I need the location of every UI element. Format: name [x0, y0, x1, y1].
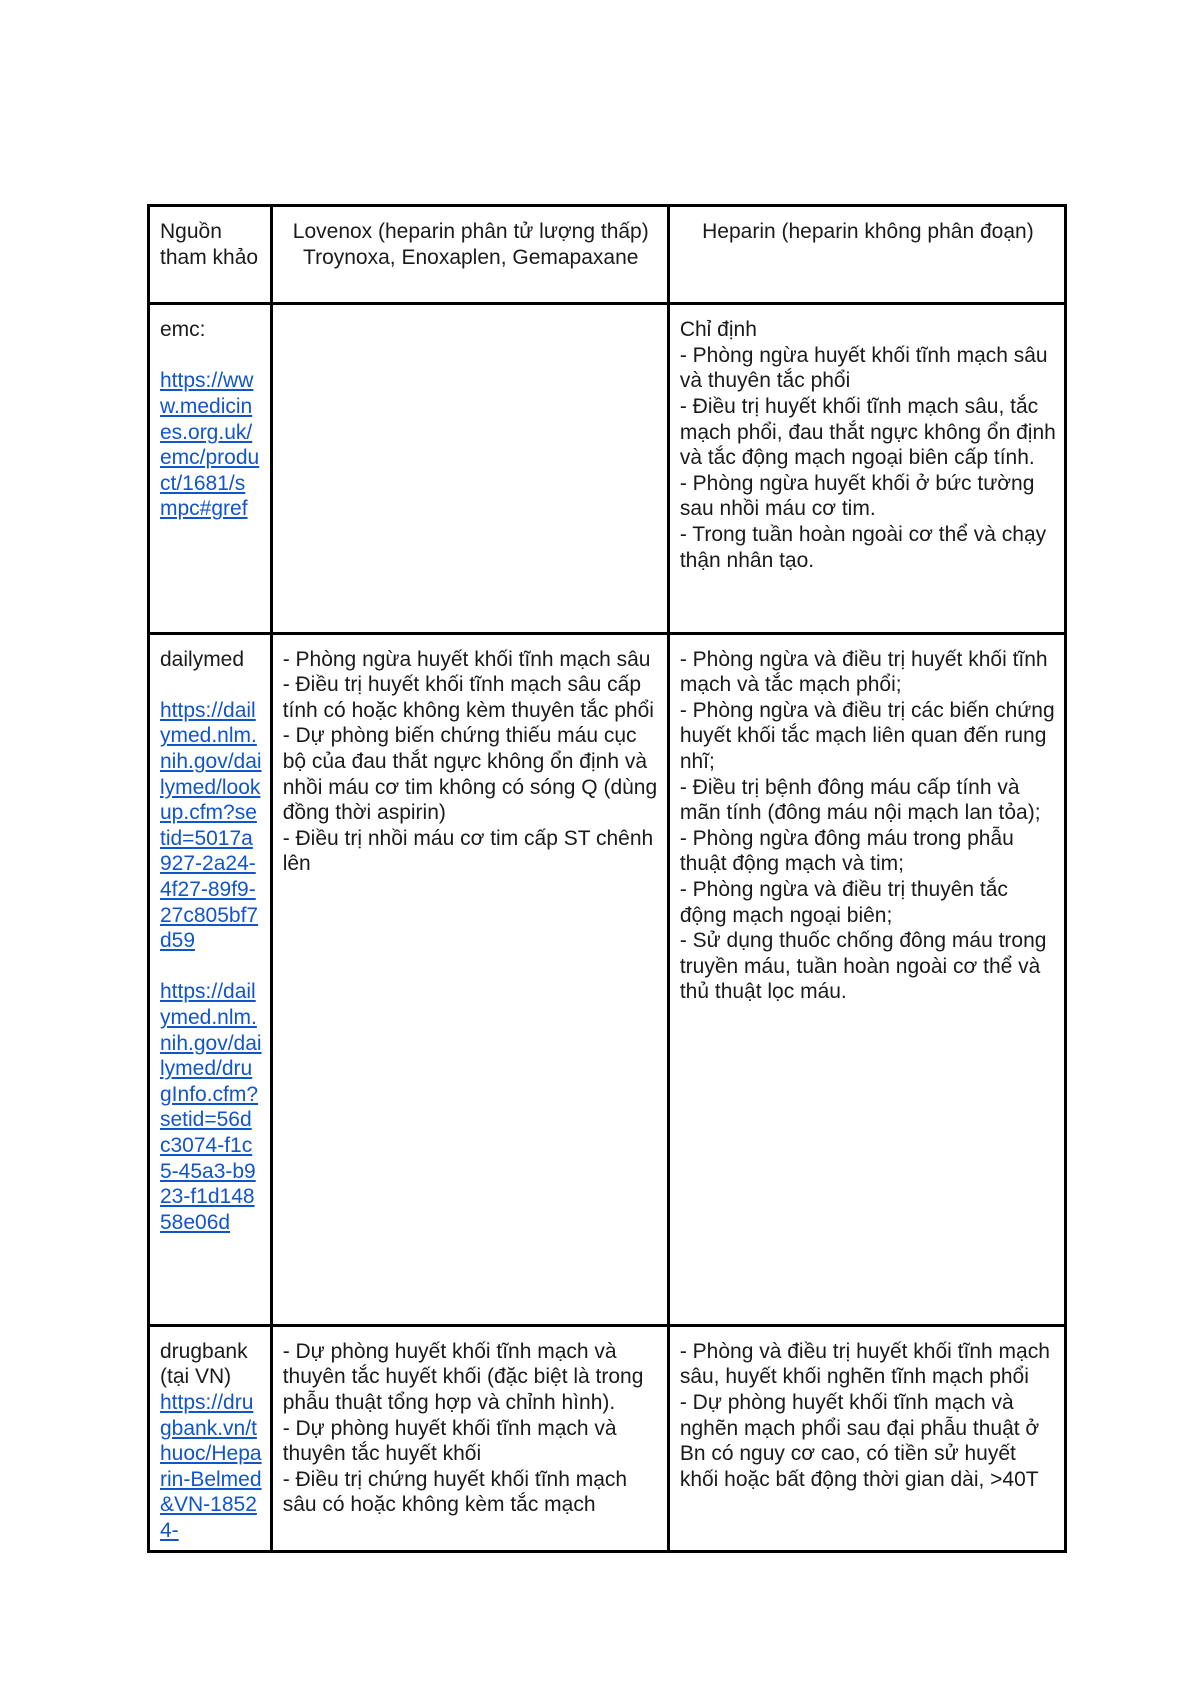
lovenox-item: - Điều trị chứng huyết khối tĩnh mạch sâu có hoặc không kèm tắc mạch [282, 1467, 628, 1517]
source-cell-emc [149, 304, 272, 634]
lovenox-item: - Điều trị huyết khối tĩnh mạch sâu cấp tính có hoặc không kèm thuyên tắc phổi [282, 673, 654, 722]
header-lovenox-cell [271, 206, 668, 304]
header-lovenox-brands: Troynoxa, Enoxaplen, Gemapaxane [303, 245, 639, 269]
heparin-item: - Phòng ngừa huyết khối ở bức tường sau nhồi máu cơ tim. [679, 471, 1035, 521]
table-row-drugbank [149, 1325, 1066, 1551]
indications-table [147, 204, 1067, 1553]
heparin-cell-drugbank [668, 1325, 1065, 1551]
heparin-heading: Chỉ định [679, 318, 757, 342]
heparin-item: - Điều trị bệnh đông máu cấp tính và mãn tính (đông máu nội mạch lan tỏa); [679, 775, 1041, 825]
lovenox-item: - Phòng ngừa huyết khối tĩnh mạch sâu [282, 647, 651, 671]
lovenox-item: - Dự phòng huyết khối tĩnh mạch và thuyên tắc huyết khối (đặc biệt là trong phẫu thuật tổng hợp và chỉnh hình). [282, 1339, 644, 1415]
heparin-item: - Phòng ngừa đông máu trong phẫu thuật động mạch và tim; [679, 826, 1014, 876]
table-row-dailymed [149, 633, 1066, 1325]
lovenox-cell-dailymed [271, 633, 668, 1325]
source-link[interactable]: https://dailymed.nlm.nih.gov/dailymed/lookup.cfm?setid=5017a927-2a24-4f27-89f9-27c805bf7d59 [160, 698, 262, 953]
source-link[interactable]: https://dailymed.nlm.nih.gov/dailymed/drugInfo.cfm?setid=56dc3074-f1c5-45a3-b923-f1d14858e06d [160, 980, 262, 1234]
heparin-item: - Trong tuần hoàn ngoài cơ thể và chạy thận nhân tạo. [679, 522, 1047, 572]
heparin-item: - Phòng ngừa và điều trị huyết khối tĩnh mạch và tắc mạch phổi; [679, 647, 1048, 697]
lovenox-item: - Dự phòng biến chứng thiếu máu cục bộ của đau thắt ngực không ổn định và nhồi máu cơ tim không có sóng Q (dùng đồng thời aspirin) [282, 724, 658, 825]
heparin-item: - Phòng ngừa và điều trị các biến chứng huyết khối tắc mạch liên quan đến rung nhĩ; [679, 698, 1055, 774]
lovenox-cell-drugbank [271, 1325, 668, 1551]
heparin-item: - Sử dụng thuốc chống đông máu trong truyền máu, tuần hoàn ngoài cơ thể và thủ thuật lọc máu. [679, 929, 1047, 1004]
header-heparin-title: Heparin (heparin không phân đoạn) [702, 220, 1034, 243]
header-heparin-cell [668, 206, 1065, 304]
source-name: drugbank (tại VN) [160, 1339, 248, 1389]
heparin-cell-dailymed [668, 633, 1065, 1325]
header-lovenox-title: Lovenox (heparin phân tử lượng thấp) [292, 220, 649, 243]
table-row-emc [149, 304, 1066, 634]
heparin-item: - Điều trị huyết khối tĩnh mạch sâu, tắc mạch phổi, đau thắt ngực không ổn định và tắc động mạch ngoại biên cấp tính. [679, 394, 1056, 470]
heparin-item: - Phòng ngừa huyết khối tĩnh mạch sâu và thuyên tắc phổi [679, 343, 1048, 393]
source-link[interactable]: https://drugbank.vn/thuoc/Heparin-Belmed&VN-18524- [160, 1391, 262, 1543]
heparin-item: - Phòng ngừa và điều trị thuyên tắc động mạch ngoại biên; [679, 878, 1008, 927]
source-name: dailymed [160, 647, 245, 671]
source-cell-drugbank [149, 1325, 272, 1551]
header-row [149, 206, 1066, 304]
source-cell-dailymed [149, 633, 272, 1325]
heparin-cell-emc [668, 304, 1065, 634]
heparin-item: - Dự phòng huyết khối tĩnh mạch và nghẽn mạch phổi sau đại phẫu thuật ở Bn có nguy cơ cao, có tiền sử huyết khối hoặc bất động thời gian dài, >40T [679, 1391, 1040, 1491]
source-name: emc: [160, 318, 206, 342]
header-source-label: Nguồn tham khảo [160, 220, 259, 269]
lovenox-item: - Điều trị nhồi máu cơ tim cấp ST chênh lên [282, 826, 654, 876]
header-source-cell [149, 206, 272, 304]
source-link[interactable]: https://www.medicines.org.uk/emc/product/1681/smpc#gref [160, 369, 260, 521]
heparin-item: - Phòng và điều trị huyết khối tĩnh mạch sâu, huyết khối nghẽn tĩnh mạch phổi [679, 1339, 1050, 1389]
lovenox-item: - Dự phòng huyết khối tĩnh mạch và thuyên tắc huyết khối [282, 1416, 617, 1466]
lovenox-cell-emc [271, 304, 668, 634]
